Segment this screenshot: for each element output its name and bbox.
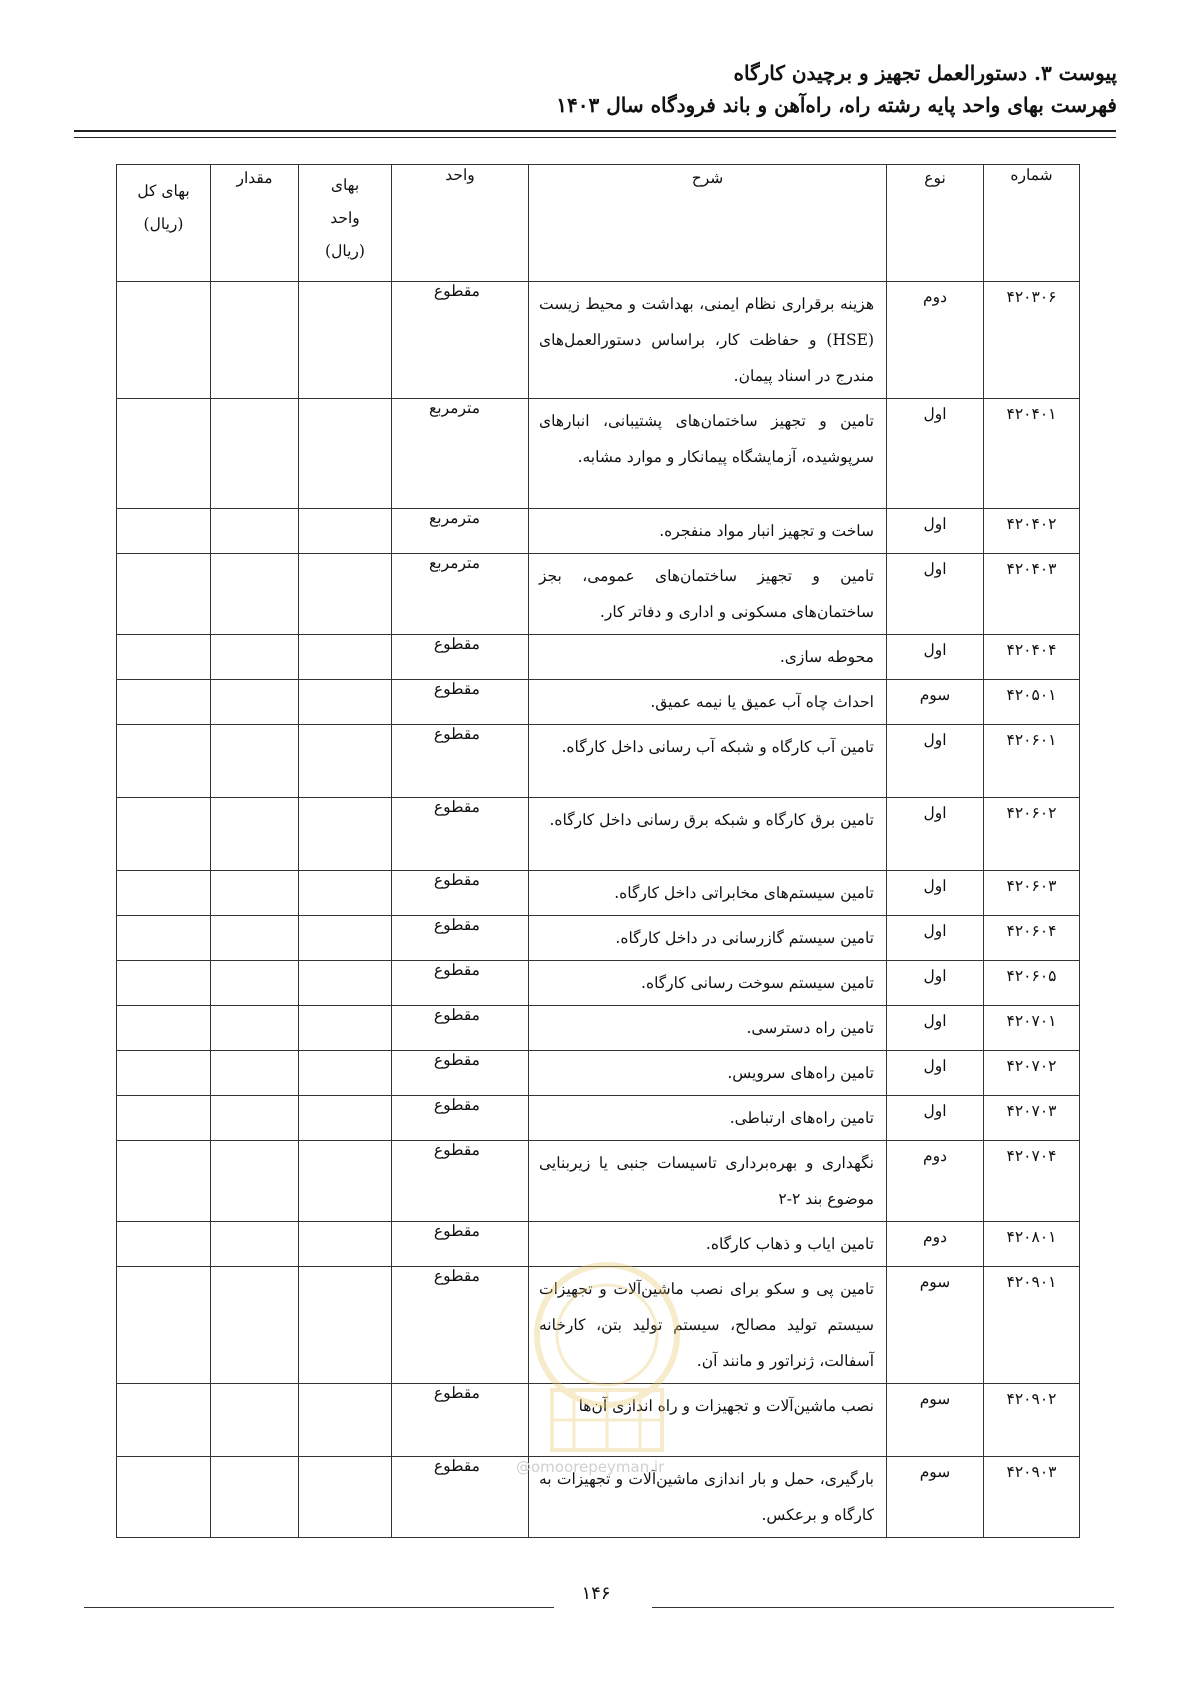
row-type: سوم [887,1457,984,1538]
row-description: تامین ایاب و ذهاب کارگاه. [529,1222,887,1267]
row-total-price [117,871,211,916]
row-description: ساخت و تجهیز انبار مواد منفجره. [529,509,887,554]
row-description: تامین راه‌های ارتباطی. [529,1096,887,1141]
row-unit: مقطوع [392,1141,529,1222]
header-unit-price-line: (ریال) [325,242,365,260]
row-quantity [211,1457,299,1538]
row-unit-price [299,554,392,635]
row-unit: مقطوع [392,635,529,680]
row-total-price [117,554,211,635]
row-unit-price [299,961,392,1006]
table-row [117,725,1080,798]
row-type: اول [887,1051,984,1096]
row-quantity [211,399,299,509]
row-quantity [211,282,299,399]
row-total-price [117,916,211,961]
row-quantity [211,509,299,554]
table-row [117,1384,1080,1457]
header-type: نوع [887,165,984,282]
row-quantity [211,554,299,635]
row-description: تامین پی و سکو برای نصب ماشین‌آلات و تجهیزات سیستم تولید مصالح، سیستم تولید بتن، کارخانه آسفالت، ژنراتور و مانند آن. [529,1267,887,1384]
row-quantity [211,961,299,1006]
header-subtitle: فهرست بهای واحد پایه رشته راه، راه‌آهن و باند فرودگاه سال ۱۴۰۳ [556,93,1117,117]
row-number: ۴۲۰۳۰۶ [984,282,1080,399]
table-row [117,509,1080,554]
row-unit-price [299,1222,392,1267]
row-number: ۴۲۰۵۰۱ [984,680,1080,725]
header-rule-thick [74,130,1116,132]
row-number: ۴۲۰۹۰۱ [984,1267,1080,1384]
row-type: سوم [887,1384,984,1457]
row-unit-price [299,798,392,871]
header-rule-thin [74,137,1116,138]
watermark-text: @omoorepeyman.ir [516,1458,665,1476]
row-unit-price [299,1096,392,1141]
row-type: اول [887,961,984,1006]
row-type: دوم [887,1141,984,1222]
header-title: پیوست ۳. دستورالعمل تجهیز و برچیدن کارگاه [733,61,1117,85]
row-quantity [211,635,299,680]
row-total-price [117,1006,211,1051]
row-type: اول [887,725,984,798]
header-total-price-line: بهای کل [137,182,190,200]
row-type: اول [887,399,984,509]
header-unit-price-line: واحد [330,209,360,227]
row-total-price [117,1384,211,1457]
table-row [117,635,1080,680]
row-description: تامین و تجهیز ساختمان‌های پشتیبانی، انبارهای سرپوشیده، آزمایشگاه پیمانکار و موارد مشابه. [529,399,887,509]
row-number: ۴۲۰۷۰۱ [984,1006,1080,1051]
row-unit-price [299,916,392,961]
row-unit-price [299,1141,392,1222]
row-number: ۴۲۰۷۰۲ [984,1051,1080,1096]
row-unit-price [299,1051,392,1096]
row-total-price [117,635,211,680]
row-description: تامین سیستم‌های مخابراتی داخل کارگاه. [529,871,887,916]
row-unit: مقطوع [392,725,529,798]
row-unit-price [299,1457,392,1538]
row-unit: مقطوع [392,1384,529,1457]
table-row [117,680,1080,725]
row-unit-price [299,635,392,680]
row-number: ۴۲۰۴۰۳ [984,554,1080,635]
price-list-table [116,164,1080,1538]
row-unit: مقطوع [392,1222,529,1267]
table-row [117,1222,1080,1267]
row-unit: مقطوع [392,1006,529,1051]
table-row [117,1051,1080,1096]
row-unit-price [299,680,392,725]
row-total-price [117,725,211,798]
row-type: اول [887,916,984,961]
row-quantity [211,680,299,725]
row-type: اول [887,798,984,871]
row-number: ۴۲۰۶۰۲ [984,798,1080,871]
table-row [117,871,1080,916]
row-unit: مقطوع [392,1096,529,1141]
row-unit: مقطوع [392,1051,529,1096]
row-unit: مترمربع [392,509,529,554]
row-number: ۴۲۰۶۰۱ [984,725,1080,798]
row-description: تامین سیستم گازرسانی در داخل کارگاه. [529,916,887,961]
row-unit-price [299,509,392,554]
row-quantity [211,1267,299,1384]
table-row [117,961,1080,1006]
row-quantity [211,1141,299,1222]
header-description: شرح [529,165,887,282]
row-description: بارگیری، حمل و بار اندازی ماشین‌آلات و تجهیزات به کارگاه و برعکس. [529,1457,887,1538]
row-description: تامین و تجهیز ساختمان‌های عمومی، بجز ساختمان‌های مسکونی و اداری و دفاتر کار. [529,554,887,635]
footer-rule-left [84,1607,554,1608]
table-row [117,554,1080,635]
row-total-price [117,282,211,399]
row-total-price [117,1051,211,1096]
row-number: ۴۲۰۹۰۳ [984,1457,1080,1538]
table-row [117,1267,1080,1384]
row-type: سوم [887,1267,984,1384]
row-quantity [211,916,299,961]
row-type: اول [887,554,984,635]
row-number: ۴۲۰۷۰۴ [984,1141,1080,1222]
row-type: اول [887,635,984,680]
row-description: تامین آب کارگاه و شبکه آب رسانی داخل کارگاه. [529,725,887,798]
header-total-price [117,165,211,282]
row-unit: مقطوع [392,282,529,399]
row-number: ۴۲۰۴۰۴ [984,635,1080,680]
row-total-price [117,680,211,725]
row-description: تامین راه دسترسی. [529,1006,887,1051]
row-unit-price [299,1267,392,1384]
table-row [117,282,1080,399]
row-unit-price [299,282,392,399]
row-unit-price [299,871,392,916]
header-unit-price [299,165,392,282]
row-description: هزینه برقراری نظام ایمنی، بهداشت و محیط زیست (HSE) و حفاظت کار، براساس دستورالعمل‌های مندرج در اسناد پیمان. [529,282,887,399]
row-total-price [117,961,211,1006]
row-number: ۴۲۰۶۰۵ [984,961,1080,1006]
row-quantity [211,798,299,871]
row-unit: مقطوع [392,1457,529,1538]
table-row [117,798,1080,871]
table-header-row [117,165,1080,282]
row-type: اول [887,1096,984,1141]
header-unit: واحد [392,165,529,282]
row-type: دوم [887,1222,984,1267]
row-quantity [211,725,299,798]
row-quantity [211,1222,299,1267]
row-description: تامین برق کارگاه و شبکه برق رسانی داخل کارگاه. [529,798,887,871]
row-description: تامین راه‌های سرویس. [529,1051,887,1096]
row-quantity [211,1096,299,1141]
row-description: نگهداری و بهره‌برداری تاسیسات جنبی یا زیربنایی موضوع بند ۲-۲ [529,1141,887,1222]
row-total-price [117,1457,211,1538]
row-description: نصب ماشین‌آلات و تجهیزات و راه اندازی آن‌ها [529,1384,887,1457]
row-number: ۴۲۰۸۰۱ [984,1222,1080,1267]
row-unit: مترمربع [392,554,529,635]
row-type: اول [887,509,984,554]
page-number: ۱۴۶ [581,1583,611,1604]
row-type: سوم [887,680,984,725]
row-quantity [211,1051,299,1096]
header-unit-price-line: بهای [330,176,360,194]
row-unit: مقطوع [392,916,529,961]
row-total-price [117,1267,211,1384]
row-number: ۴۲۰۴۰۱ [984,399,1080,509]
table-row [117,916,1080,961]
row-description: محوطه سازی. [529,635,887,680]
row-description: احداث چاه آب عمیق یا نیمه عمیق. [529,680,887,725]
row-number: ۴۲۰۷۰۳ [984,1096,1080,1141]
header-total-price-line: (ریال) [143,215,184,233]
row-type: اول [887,1006,984,1051]
row-total-price [117,1096,211,1141]
header-quantity: مقدار [211,165,299,282]
table-row [117,1096,1080,1141]
row-unit: مقطوع [392,871,529,916]
row-number: ۴۲۰۴۰۲ [984,509,1080,554]
row-total-price [117,509,211,554]
row-unit: مقطوع [392,961,529,1006]
row-total-price [117,399,211,509]
header-number: شماره [984,165,1080,282]
row-quantity [211,1006,299,1051]
row-unit: مترمربع [392,399,529,509]
row-total-price [117,1222,211,1267]
row-type: اول [887,871,984,916]
table-row [117,1006,1080,1051]
row-unit-price [299,1384,392,1457]
footer-rule-right [652,1607,1114,1608]
row-type: دوم [887,282,984,399]
row-quantity [211,1384,299,1457]
table-row [117,399,1080,509]
row-total-price [117,1141,211,1222]
row-number: ۴۲۰۹۰۲ [984,1384,1080,1457]
table-row [117,1141,1080,1222]
row-unit-price [299,1006,392,1051]
row-description: تامین سیستم سوخت رسانی کارگاه. [529,961,887,1006]
row-unit: مقطوع [392,680,529,725]
row-unit-price [299,399,392,509]
row-unit: مقطوع [392,1267,529,1384]
row-unit-price [299,725,392,798]
row-quantity [211,871,299,916]
row-number: ۴۲۰۶۰۴ [984,916,1080,961]
row-number: ۴۲۰۶۰۳ [984,871,1080,916]
row-total-price [117,798,211,871]
page-header [77,58,1117,122]
row-unit: مقطوع [392,798,529,871]
